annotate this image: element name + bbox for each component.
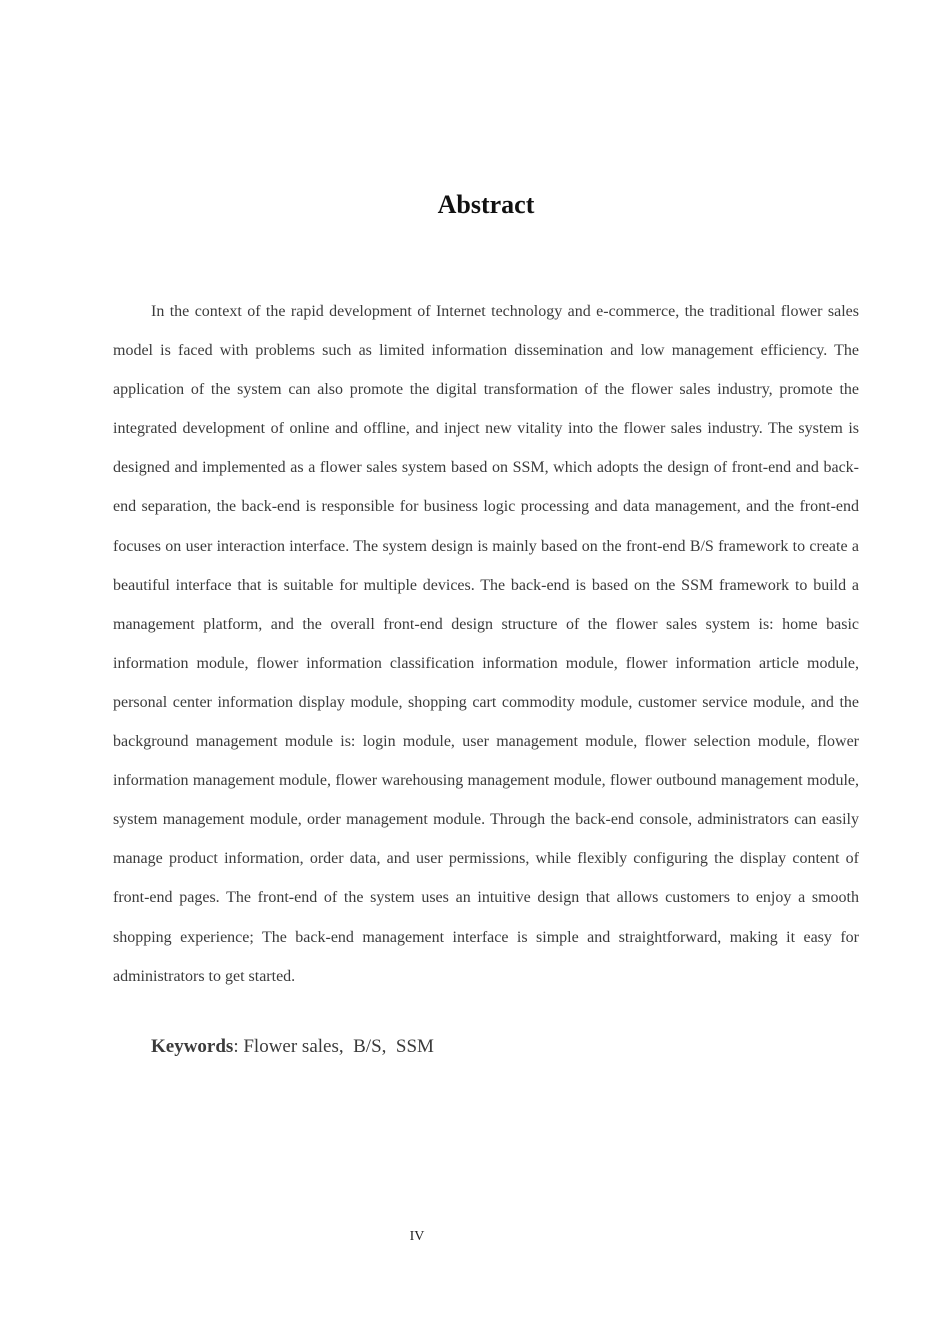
abstract-paragraph: In the context of the rapid development of Internet technology and e-commerce, the traditional flower sales model is faced with problems such as limited information dissemination and low management efficiency. The application of the system can also promote the digital transformation of the flower sales industry, promote the integrated development of online and offline, and inject new vitality into the flower sales industry. The system is designed and implemented as a flower sales system based on SSM, which adopts the design of front-end and back-end separation, the back-end is responsible for business logic processing and data management, and the front-end focuses on user interaction interface. The system design is mainly based on the front-end B/S framework to create a beautiful interface that is suitable for multiple devices. The back-end is based on the SSM framework to build a management platform, and the overall front-end design structure of the flower sales system is: home basic information module, flower information classification information module, flower information article module, personal center information display module, shopping cart commodity module, customer service module, and the background management module is: login module, user management module, flower selection module, flower information management module, flower warehousing management module, flower outbound management module, system management module, order management module. Through the back-end console, administrators can easily manage product information, order data, and user permissions, while flexibly configuring the display content of front-end pages. The front-end of the system uses an intuitive design that allows customers to enjoy a smooth shopping experience; The back-end management interface is simple and straightforward, making it easy for administrators to get started. [113,303,859,985]
page-number: IV [409,1229,425,1244]
abstract-title: Abstract [437,190,535,219]
keywords-label: Keywords [151,1036,234,1057]
keywords-line [151,1032,851,1062]
keywords-list: : Flower sales, B/S, SSM [233,1036,434,1057]
